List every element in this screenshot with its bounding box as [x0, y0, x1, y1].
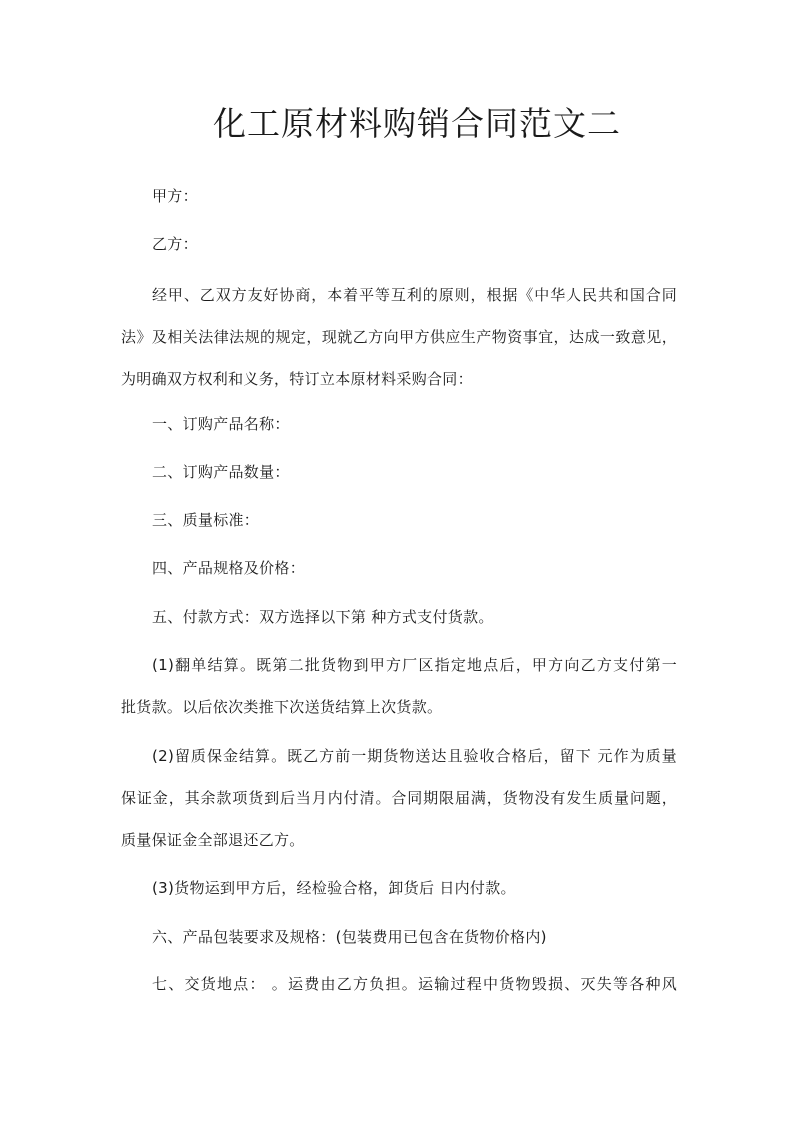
intro-paragraph	[121, 281, 677, 407]
intro-line: 法》及相关法律法规的规定，现就乙方向甲方供应生产物资事宜，达成一致意见，	[121, 328, 677, 346]
payment-line: (2)留质保金结算。既乙方前一期货物送达且验收合格后，留下 元作为质量	[152, 747, 677, 765]
intro-line: 经甲、乙双方友好协商，本着平等互利的原则，根据《中华人民共和国合同	[152, 286, 677, 304]
clause-product-name: 一、订购产品名称：	[152, 415, 290, 433]
clause-quality-standard: 三、质量标准：	[152, 511, 260, 529]
clause-delivery-location	[121, 970, 677, 1012]
document-title: 化工原材料购销合同范文二	[213, 104, 621, 143]
payment-option-1	[121, 651, 677, 735]
clause-payment-method: 五、付款方式：双方选择以下第 种方式支付货款。	[152, 608, 494, 626]
delivery-line: 七、交货地点： 。运费由乙方负担。运输过程中货物毁损、灭失等各种风	[152, 975, 677, 993]
clause-packaging: 六、产品包装要求及规格：(包装费用已包含在货物价格内)	[152, 928, 547, 946]
intro-line: 为明确双方权利和义务，特订立本原材料采购合同：	[121, 370, 473, 388]
clause-product-quantity: 二、订购产品数量：	[152, 463, 290, 481]
payment-line: (1)翻单结算。既第二批货物到甲方厂区指定地点后，甲方向乙方支付第一	[152, 656, 677, 674]
payment-line: 批货款。以后依次类推下次送货结算上次货款。	[121, 698, 443, 716]
payment-option-3: (3)货物运到甲方后，经检验合格，卸货后 日内付款。	[152, 879, 516, 897]
payment-option-2	[121, 742, 677, 868]
party-b-label: 乙方：	[152, 235, 198, 253]
party-a-label: 甲方：	[152, 187, 198, 205]
clause-spec-price: 四、产品规格及价格：	[152, 559, 306, 577]
payment-line: 质量保证金全部退还乙方。	[121, 831, 305, 849]
payment-line: 保证金，其余款项货到后当月内付清。合同期限届满，货物没有发生质量问题，	[121, 789, 677, 807]
